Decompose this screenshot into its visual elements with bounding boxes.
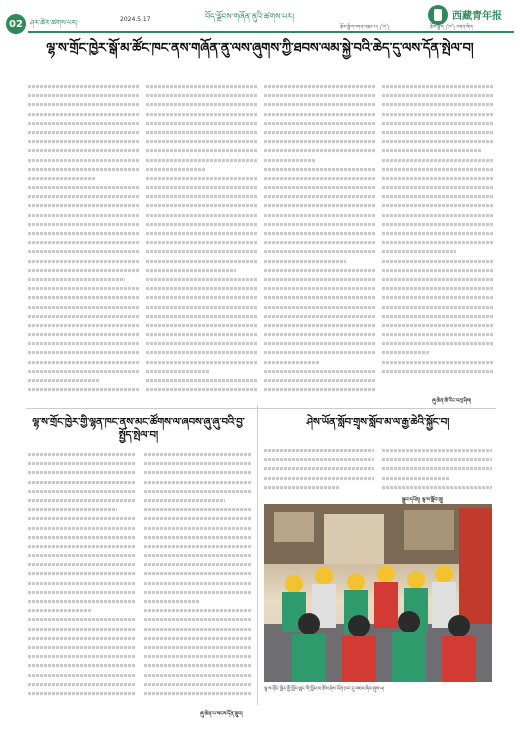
text-line <box>28 517 136 520</box>
text-line <box>28 122 140 125</box>
text-line <box>28 250 140 253</box>
text-line <box>28 508 117 511</box>
text-line <box>144 692 252 695</box>
text-line <box>264 477 374 480</box>
text-line <box>144 618 252 621</box>
text-line <box>264 140 376 143</box>
third-column-2 <box>382 446 492 494</box>
text-line <box>382 232 494 235</box>
text-line <box>146 195 258 198</box>
text-line <box>28 664 136 667</box>
text-line <box>264 214 376 217</box>
text-line <box>146 103 258 106</box>
text-line <box>264 315 376 318</box>
text-line <box>28 545 136 548</box>
text-line <box>264 351 376 354</box>
text-line <box>264 269 376 272</box>
third-column-1 <box>264 446 374 494</box>
text-line <box>382 296 494 299</box>
text-line <box>144 600 200 603</box>
text-line <box>28 315 140 318</box>
text-line <box>28 563 136 566</box>
second-headline: ལྷ་ས་གྲོང་ཁྱེར་གྱི་ལྷན་ཁང་ནས་མང་ཚོགས་ལ་ཞབས་ཞུ་ཞུ་བའི་བྱ་སྤྱོད་སྤེལ་བ། <box>32 417 245 441</box>
section-divider <box>26 408 496 409</box>
text-line <box>28 177 95 180</box>
text-line <box>382 370 494 373</box>
text-line <box>28 692 136 695</box>
text-line <box>382 214 494 217</box>
text-line <box>144 591 252 594</box>
section-name: ཤར་ཚེར་ཚགས་པར། <box>30 19 78 27</box>
text-line <box>146 296 258 299</box>
text-line <box>146 168 205 171</box>
text-line <box>146 177 258 180</box>
text-line <box>144 582 252 585</box>
text-line <box>146 149 258 152</box>
text-line <box>264 342 376 345</box>
text-line <box>146 232 258 235</box>
text-line <box>28 278 125 281</box>
text-line <box>382 103 494 106</box>
text-line <box>144 481 252 484</box>
text-line <box>264 361 320 364</box>
text-line <box>264 388 376 391</box>
text-line <box>28 628 136 631</box>
text-line <box>264 260 346 263</box>
text-line <box>382 168 494 171</box>
text-line <box>264 186 376 189</box>
text-line <box>28 683 136 686</box>
text-line <box>144 453 252 456</box>
text-line <box>28 195 140 198</box>
text-line <box>28 140 140 143</box>
text-line <box>28 673 136 676</box>
text-line <box>28 462 136 465</box>
issue-date: 2024.5.17 <box>120 16 151 23</box>
text-line <box>144 490 252 493</box>
text-line <box>28 342 140 345</box>
text-line <box>144 517 252 520</box>
text-line <box>146 131 258 134</box>
text-line <box>146 158 258 161</box>
lead-column-3 <box>264 82 376 402</box>
text-line <box>382 223 494 226</box>
text-line <box>28 168 140 171</box>
text-line <box>264 370 376 373</box>
text-line <box>28 379 100 382</box>
text-line <box>264 149 376 152</box>
text-line <box>264 449 374 452</box>
text-line <box>28 232 140 235</box>
text-line <box>382 204 494 207</box>
text-line <box>28 572 136 575</box>
text-line <box>264 278 376 281</box>
text-line <box>144 563 252 566</box>
second-column-2 <box>144 450 252 705</box>
text-line <box>146 370 210 373</box>
text-line <box>28 131 140 134</box>
text-line <box>144 508 252 511</box>
text-line <box>28 388 140 391</box>
text-line <box>28 481 136 484</box>
text-line <box>28 305 140 308</box>
text-line <box>146 250 258 253</box>
text-line <box>146 241 258 244</box>
lead-byline: ཞུ་ཆེན་ཚེ་རིང་བཀྲ་ཤིས། <box>432 398 472 404</box>
text-line <box>146 278 258 281</box>
text-line <box>264 486 339 489</box>
text-line <box>144 673 252 676</box>
editor-info-left: རྩོམ་སྒྲིག་འགན་འཁུར་པ། ༼ཀ༽ <box>340 25 390 30</box>
text-line <box>382 486 492 489</box>
text-line <box>146 379 258 382</box>
text-line <box>28 214 140 217</box>
text-line <box>382 351 430 354</box>
masthead <box>0 0 520 34</box>
lead-headline: ལྷ་ས་གྲོང་ཁྱེར་སྒོ་མ་ཚོང་ཁང་ནས་གཞོན་ནུ་ལས་ཞུགས་ཀྱི་ཐབས་ལམ་སྐྱེ་བའི་ཆེད་དུ་ལས་དོན་སྤེལ་བ། <box>46 41 474 56</box>
text-line <box>28 149 140 152</box>
text-line <box>28 287 140 290</box>
text-line <box>264 122 376 125</box>
newspaper-brand-name: 西藏青年报 <box>452 11 502 22</box>
text-line <box>144 609 252 612</box>
text-line <box>28 361 140 364</box>
text-line <box>264 458 374 461</box>
text-line <box>264 204 376 207</box>
text-line <box>382 113 494 116</box>
text-line <box>28 554 136 557</box>
text-line <box>382 195 494 198</box>
text-line <box>264 467 374 470</box>
text-line <box>382 477 449 480</box>
text-line <box>382 241 494 244</box>
text-line <box>28 103 140 106</box>
text-line <box>264 223 376 226</box>
text-line <box>144 646 252 649</box>
lead-column-1 <box>28 82 140 402</box>
text-line <box>382 324 494 327</box>
text-line <box>28 223 140 226</box>
text-line <box>146 333 258 336</box>
text-line <box>144 536 252 539</box>
text-line <box>28 536 136 539</box>
text-line <box>146 342 258 345</box>
text-line <box>382 260 494 263</box>
text-line <box>28 85 140 88</box>
text-line <box>382 305 494 308</box>
text-line <box>146 305 258 308</box>
text-line <box>146 361 258 364</box>
text-line <box>28 646 136 649</box>
text-line <box>264 287 376 290</box>
text-line <box>146 287 258 290</box>
text-line <box>382 149 482 152</box>
text-line <box>264 113 376 116</box>
third-headline: ཤེས་ཡོན་སློབ་གྲྭས་སློབ་མ་ལ་རྒྱ་ཆེའི་སྐྱོང་བ། <box>306 417 450 428</box>
text-line <box>146 85 258 88</box>
text-line <box>28 637 136 640</box>
column-divider <box>257 405 258 705</box>
text-line <box>28 158 140 161</box>
text-line <box>28 591 136 594</box>
text-line <box>264 177 376 180</box>
text-line <box>264 195 376 198</box>
text-line <box>28 296 140 299</box>
text-line <box>146 186 258 189</box>
text-line <box>28 471 136 474</box>
text-line <box>146 351 258 354</box>
text-line <box>264 94 376 97</box>
text-line <box>382 278 494 281</box>
text-line <box>28 609 92 612</box>
text-line <box>28 269 140 272</box>
text-line <box>144 462 252 465</box>
text-line <box>146 260 258 263</box>
photo-caption: ལྷ་ས་གྲོང་ཁྱེར་གྱི་སློབ་ཆུང་གི་སློབ་མ་ཚོས་ཤེས་ཡོན་ཁང་དུ་འཇལ་ཞིབ་ཞུས་པ། <box>264 687 385 692</box>
text-line <box>144 628 252 631</box>
text-line <box>28 94 140 97</box>
text-line <box>146 388 258 391</box>
text-line <box>146 223 258 226</box>
text-line <box>146 315 258 318</box>
text-line <box>144 655 252 658</box>
text-line <box>28 526 136 529</box>
text-line <box>28 655 136 658</box>
text-line <box>146 122 258 125</box>
text-line <box>146 204 258 207</box>
text-line <box>144 664 252 667</box>
text-line <box>28 204 140 207</box>
text-line <box>264 324 376 327</box>
text-line <box>28 499 136 502</box>
text-line <box>382 467 492 470</box>
text-line <box>28 453 136 456</box>
text-line <box>264 232 376 235</box>
lead-column-2 <box>146 82 258 402</box>
news-photo <box>264 504 492 682</box>
text-line <box>28 370 140 373</box>
text-line <box>382 342 494 345</box>
text-line <box>146 269 236 272</box>
text-line <box>382 122 494 125</box>
text-line <box>382 315 494 318</box>
text-line <box>382 131 494 134</box>
text-line <box>146 94 258 97</box>
second-byline: ཞུ་ཆེན་པ་སངས་དོན་གྲུབ། <box>200 711 243 717</box>
third-byline: སྒྲུབ་དཔོན། ལྷ་ས་སློབ་གྲྭ། <box>402 497 444 503</box>
text-line <box>28 333 140 336</box>
text-line <box>144 683 252 686</box>
text-line <box>144 554 252 557</box>
text-line <box>264 85 376 88</box>
text-line <box>382 287 494 290</box>
text-line <box>382 449 492 452</box>
lead-column-4 <box>382 82 494 382</box>
text-line <box>146 214 258 217</box>
text-line <box>382 186 494 189</box>
text-line <box>382 177 494 180</box>
text-line <box>382 158 494 161</box>
text-line <box>382 333 494 336</box>
text-line <box>144 637 252 640</box>
text-line <box>144 499 225 502</box>
editor-info-right: རྩོམ་སྒྲིག ༼ཁ༽ འགན་ཞིབ། <box>430 25 474 30</box>
text-line <box>382 458 492 461</box>
text-line <box>264 241 376 244</box>
text-line <box>264 103 376 106</box>
text-line <box>144 545 252 548</box>
text-line <box>264 158 316 161</box>
text-line <box>146 113 258 116</box>
text-line <box>28 186 140 189</box>
text-line <box>28 600 136 603</box>
text-line <box>264 305 376 308</box>
text-line <box>144 572 252 575</box>
text-line <box>28 618 136 621</box>
text-line <box>28 490 136 493</box>
masthead-rule <box>28 31 514 33</box>
text-line <box>144 471 252 474</box>
newspaper-tibetan-title: བོད་ལྗོངས་གཞོན་ནུའི་ཚགས་པར། <box>205 12 294 21</box>
text-line <box>28 324 140 327</box>
text-line <box>264 168 376 171</box>
text-line <box>382 250 456 253</box>
text-line <box>28 351 140 354</box>
text-line <box>28 582 136 585</box>
text-line <box>264 333 376 336</box>
text-line <box>28 241 140 244</box>
text-line <box>28 260 140 263</box>
text-line <box>382 269 494 272</box>
text-line <box>144 526 252 529</box>
page-number-badge: 02 <box>6 14 26 34</box>
text-line <box>264 296 376 299</box>
text-line <box>382 140 494 143</box>
text-line <box>28 113 140 116</box>
text-line <box>382 85 494 88</box>
text-line <box>382 94 494 97</box>
text-line <box>146 140 258 143</box>
text-line <box>382 361 494 364</box>
text-line <box>264 131 376 134</box>
text-line <box>264 379 376 382</box>
second-column-1 <box>28 450 136 705</box>
photo-illustration <box>264 504 492 682</box>
text-line <box>146 324 258 327</box>
text-line <box>264 250 376 253</box>
